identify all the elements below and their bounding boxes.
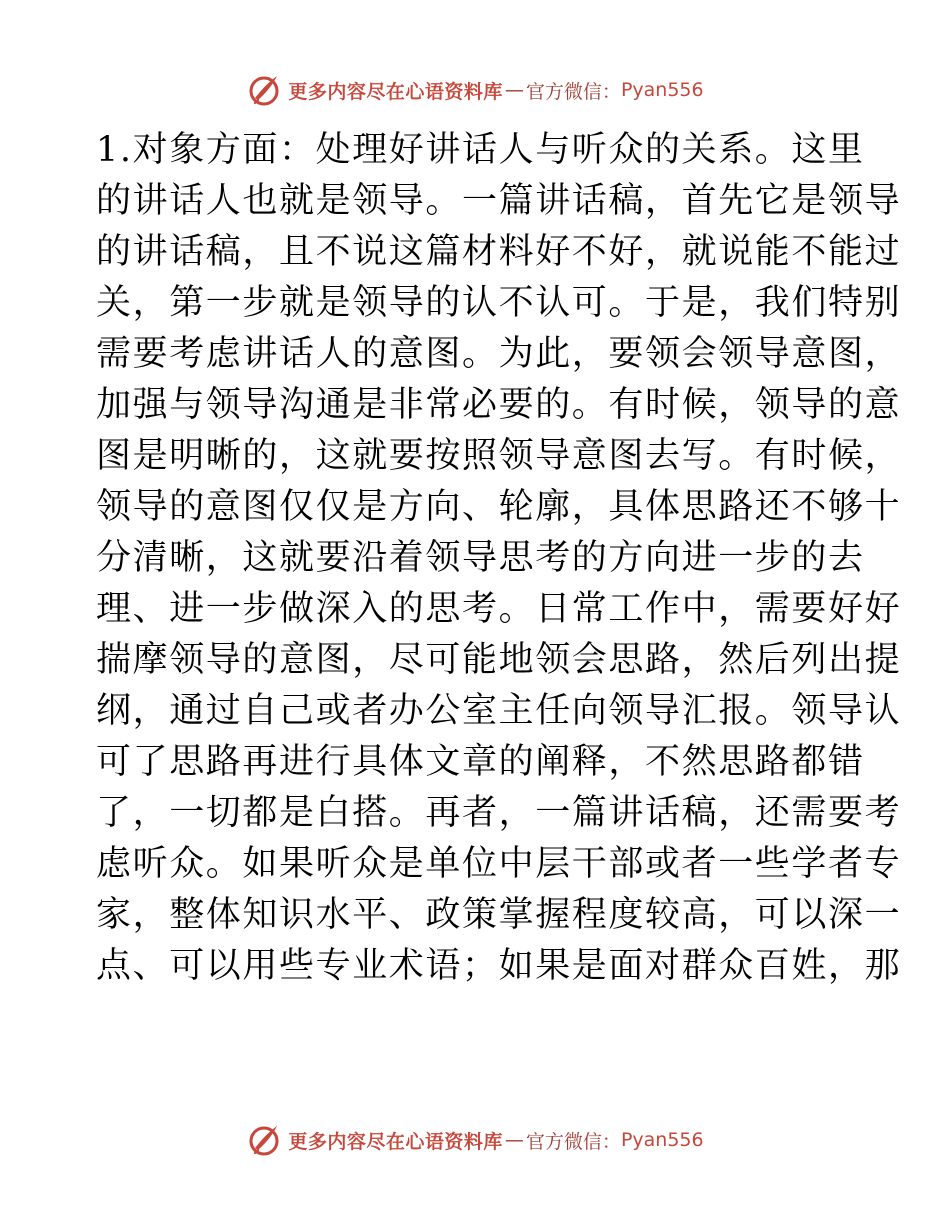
body-line: 1.对象方面：处理好讲话人与听众的关系。这里: [96, 130, 865, 170]
header-official-label: 官方微信：: [525, 80, 621, 103]
body-line: 可了思路再进行具体文章的阐释，不然思路都错: [96, 742, 865, 782]
footer-official-label: 官方微信：: [525, 1130, 621, 1153]
body-line: 揣摩领导的意图，尽可能地领会思路，然后列出提: [96, 640, 902, 680]
body-line: 点、可以用些专业术语；如果是面对群众百姓，那: [96, 946, 902, 986]
body-line: 图是明晰的，这就要按照领导意图去写。有时候，: [96, 436, 902, 476]
body-line: 了，一切都是白搭。再者，一篇讲话稿，还需要考: [96, 793, 902, 833]
body-line: 分清晰，这就要沿着领导思考的方向进一步的去: [96, 538, 865, 578]
header-brand-text: 更多内容尽在心语资料库: [288, 80, 503, 103]
body-line: 的讲话人也就是领导。一篇讲话稿，首先它是领导: [96, 181, 902, 221]
body-line: 的讲话稿，且不说这篇材料好不好，就说能不能过: [96, 232, 902, 272]
body-line: 虑听众。如果听众是单位中层干部或者一些学者专: [96, 844, 902, 884]
header-banner: [0, 70, 950, 110]
quill-pen-seal-icon: [246, 1122, 282, 1158]
document-body: [96, 125, 902, 992]
body-line: 关，第一步就是领导的认不认可。于是，我们特别: [96, 283, 902, 323]
quill-pen-seal-icon: [246, 72, 282, 108]
footer-brand-text: 更多内容尽在心语资料库: [288, 1130, 503, 1153]
body-line: 家，整体知识水平、政策掌握程度较高，可以深一: [96, 895, 902, 935]
footer-wechat-id: Pyan556: [620, 1129, 704, 1151]
body-line: 加强与领导沟通是非常必要的。有时候，领导的意: [96, 385, 902, 425]
header-wechat-id: Pyan556: [620, 79, 704, 101]
body-line: 理、进一步做深入的思考。日常工作中，需要好好: [96, 589, 902, 629]
header-separator: —: [504, 79, 524, 101]
body-line: 需要考虑讲话人的意图。为此，要领会领导意图，: [96, 334, 902, 374]
footer-banner: [0, 1120, 950, 1160]
body-line: 纲，通过自己或者办公室主任向领导汇报。领导认: [96, 691, 902, 731]
body-line: 领导的意图仅仅是方向、轮廓，具体思路还不够十: [96, 487, 902, 527]
footer-separator: —: [504, 1129, 524, 1151]
